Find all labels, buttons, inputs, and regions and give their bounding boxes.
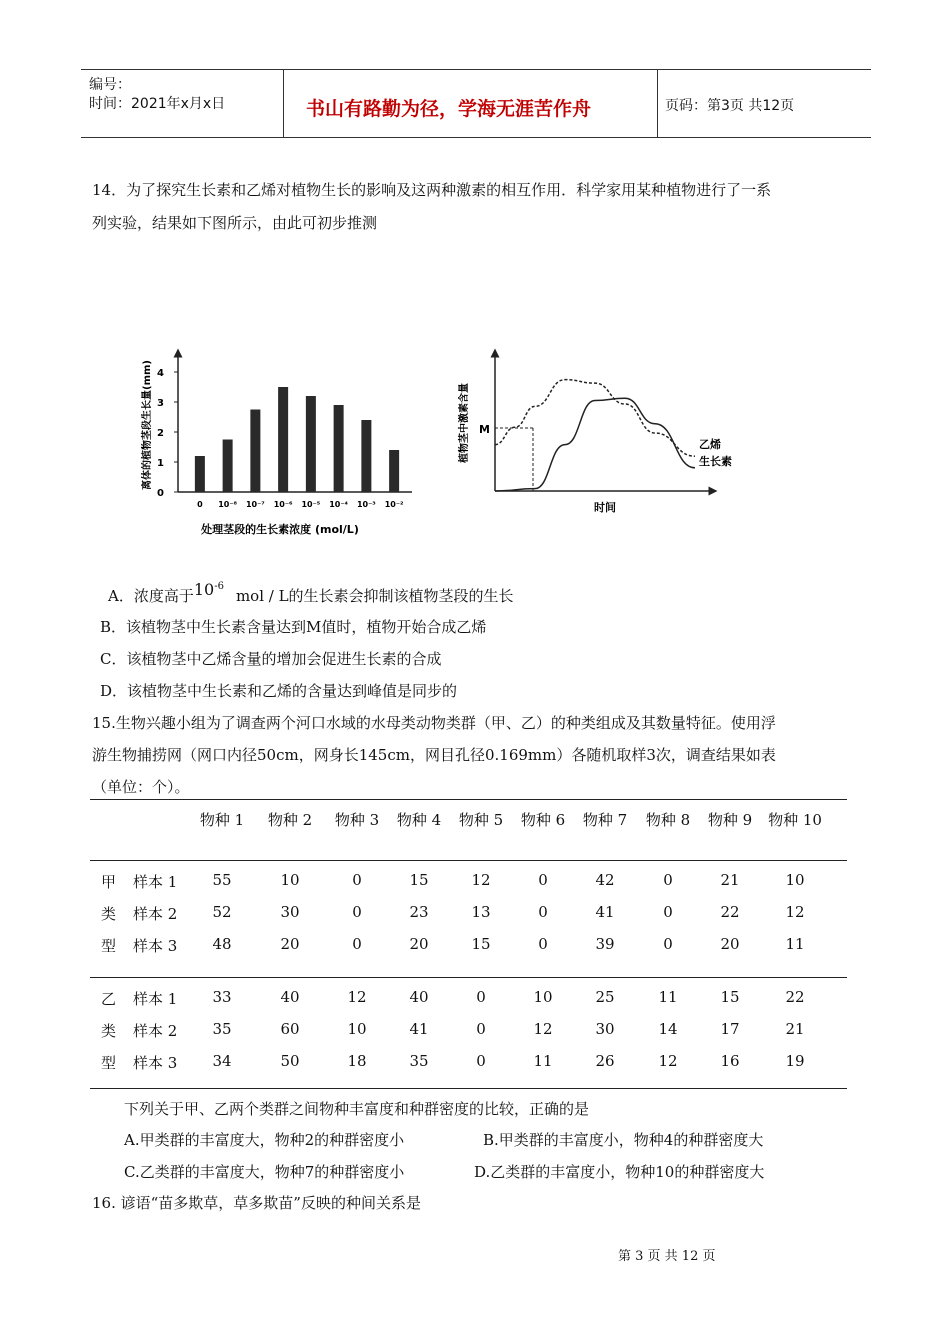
- table-cell: 0: [663, 871, 673, 889]
- table-top-rule: [90, 799, 847, 800]
- q15-line1: 15.生物兴趣小组为了调查两个河口水域的水母类动物类群（甲、乙）的种类组成及其数量特征。使用浮: [92, 714, 776, 732]
- line-chart: [455, 345, 755, 520]
- header-motto: 书山有路勤为径，学海无涯苦作舟: [306, 98, 592, 120]
- bar-chart-x-label: 处理茎段的生长素浓度 (mol/L): [201, 523, 359, 536]
- table-cell: 11: [658, 988, 678, 1006]
- line-chart-series-label: 乙烯: [699, 438, 721, 451]
- table-cell: 40: [280, 988, 300, 1006]
- table-group-label: 型: [101, 1054, 117, 1072]
- table-header-cell: 物种 3: [334, 811, 380, 829]
- q14-line1: 14．为了探究生长素和乙烯对植物生长的影响及这两种激素的相互作用．科学家用某种植物进行了一系: [92, 181, 772, 199]
- bar-chart-bar: [389, 450, 399, 492]
- q14-option-a-post: mol / L的生长素会抑制该植物茎段的生长: [235, 587, 514, 605]
- q14-option-b: B．该植物茎中生长素含量达到M值时，植物开始合成乙烯: [100, 618, 487, 636]
- table-cell: 11: [533, 1052, 553, 1070]
- table-cell: 0: [476, 1052, 486, 1070]
- table-cell: 15: [409, 871, 429, 889]
- bar-chart-x-tick-label: 10⁻⁷: [245, 500, 265, 509]
- table-cell: 33: [212, 988, 232, 1006]
- bar-chart-bar: [195, 456, 205, 492]
- table-cell: 35: [409, 1052, 429, 1070]
- table-cell: 17: [720, 1020, 740, 1038]
- page-header: [81, 69, 871, 138]
- table-header-cell: 物种 4: [396, 811, 442, 829]
- table-cell: 21: [720, 871, 740, 889]
- table-cell: 10: [785, 871, 805, 889]
- bar-chart-x-tick-label: 10⁻³: [356, 500, 376, 509]
- table-cell: 40: [409, 988, 429, 1006]
- table-cell: 41: [409, 1020, 429, 1038]
- table-cell: 20: [409, 935, 429, 953]
- table-cell: 21: [785, 1020, 805, 1038]
- table-cell: 60: [280, 1020, 300, 1038]
- q15-option-c: C.乙类群的丰富度大，物种7的种群密度小: [124, 1163, 405, 1181]
- table-cell: 0: [663, 903, 673, 921]
- table-group-label: 甲: [101, 873, 117, 891]
- table-header-rule: [90, 860, 847, 861]
- table-header-cell: 物种 9: [707, 811, 753, 829]
- q14-option-d: D．该植物茎中生长素和乙烯的含量达到峰值是同步的: [100, 682, 458, 700]
- bar-chart-bar: [250, 410, 260, 493]
- table-cell: 0: [352, 871, 362, 889]
- line-chart-x-label: 时间: [594, 501, 616, 514]
- q15-option-b: B.甲类群的丰富度小，物种4的种群密度大: [483, 1131, 764, 1149]
- line-chart-series-2: [495, 380, 695, 457]
- table-sample-label: 样本 3: [133, 1054, 178, 1072]
- table-cell: 19: [785, 1052, 805, 1070]
- table-header-cell: 物种 7: [582, 811, 628, 829]
- table-cell: 10: [533, 988, 553, 1006]
- header-page-label: 页码：第3页 共12页: [665, 98, 795, 114]
- table-cell: 15: [471, 935, 491, 953]
- table-cell: 52: [212, 903, 232, 921]
- q15-option-d: D.乙类群的丰富度小，物种10的种群密度大: [474, 1163, 765, 1181]
- header-time-label: 时间：2021年x月x日: [89, 96, 226, 112]
- table-group-label: 型: [101, 937, 117, 955]
- table-cell: 0: [663, 935, 673, 953]
- q14-option-c: C．该植物茎中乙烯含量的增加会促进生长素的合成: [100, 650, 442, 668]
- table-sample-label: 样本 3: [133, 937, 178, 955]
- table-cell: 20: [280, 935, 300, 953]
- q16-line1: 16. 谚语“苗多欺草，草多欺苗”反映的种间关系是: [92, 1194, 421, 1212]
- q14-option-a: [108, 580, 514, 609]
- q14-option-a-exp: -6: [214, 581, 224, 592]
- q14-line2: 列实验，结果如下图所示，由此可初步推测: [92, 214, 378, 232]
- table-cell: 0: [538, 935, 548, 953]
- bar-chart-bar: [223, 440, 233, 493]
- table-cell: 14: [658, 1020, 678, 1038]
- line-chart-y-label: 植物茎中激素含量: [459, 383, 470, 463]
- table-cell: 0: [476, 988, 486, 1006]
- table-cell: 11: [785, 935, 805, 953]
- table-group-label: 类: [101, 905, 117, 923]
- table-cell: 34: [212, 1052, 232, 1070]
- table-header-cell: 物种 1: [199, 811, 245, 829]
- q14-option-a-pre: A．浓度高于: [108, 587, 194, 605]
- bar-chart-x-tick-label: 10⁻⁴: [329, 500, 349, 509]
- table-cell: 0: [476, 1020, 486, 1038]
- table-sample-label: 样本 2: [133, 1022, 178, 1040]
- page-footer: 第 3 页 共 12 页: [618, 1249, 716, 1264]
- line-chart-series-label: 生长素: [699, 455, 732, 468]
- table-cell: 30: [595, 1020, 615, 1038]
- table-cell: 0: [538, 903, 548, 921]
- table-cell: 0: [352, 935, 362, 953]
- bar-chart-bar: [334, 405, 344, 492]
- bar-chart-x-tick-label: 10⁻⁵: [301, 500, 321, 509]
- table-cell: 15: [720, 988, 740, 1006]
- line-chart-series-1: [495, 398, 695, 491]
- table-group-label: 乙: [101, 990, 117, 1008]
- table-cell: 10: [347, 1020, 367, 1038]
- header-id-label: 编号：: [89, 77, 131, 93]
- line-chart-m-label: M: [479, 423, 490, 436]
- table-cell: 42: [595, 871, 615, 889]
- table-group-rule: [90, 977, 847, 978]
- table-header-cell: 物种 8: [645, 811, 691, 829]
- table-cell: 16: [720, 1052, 740, 1070]
- table-cell: 12: [785, 903, 805, 921]
- q14-option-a-base: 10: [193, 580, 215, 599]
- table-cell: 22: [720, 903, 740, 921]
- bar-chart-bar: [361, 420, 371, 492]
- table-header-cell: 物种 2: [267, 811, 313, 829]
- bar-chart-y-tick-label: 0: [157, 488, 164, 499]
- table-cell: 30: [280, 903, 300, 921]
- table-group-label: 类: [101, 1022, 117, 1040]
- table-cell: 35: [212, 1020, 232, 1038]
- table-cell: 12: [347, 988, 367, 1006]
- table-cell: 20: [720, 935, 740, 953]
- table-cell: 22: [785, 988, 805, 1006]
- bar-chart-y-label: 离体的植物茎段生长量(mm): [142, 360, 153, 490]
- table-cell: 0: [352, 903, 362, 921]
- table-cell: 41: [595, 903, 615, 921]
- table-sample-label: 样本 1: [133, 873, 178, 891]
- table-cell: 12: [471, 871, 491, 889]
- table-header-cell: 物种 10: [768, 811, 822, 829]
- bar-chart-y-tick-label: 3: [157, 398, 164, 409]
- bar-chart-bar: [306, 396, 316, 492]
- bar-chart-x-tick-label: 10⁻²: [384, 500, 404, 509]
- table-header-cell: 物种 5: [458, 811, 504, 829]
- table-cell: 39: [595, 935, 615, 953]
- bar-chart-y-tick-label: 1: [157, 458, 164, 469]
- table-cell: 13: [471, 903, 491, 921]
- table-cell: 26: [595, 1052, 615, 1070]
- bar-chart-x-tick-label: 0: [197, 500, 203, 509]
- table-cell: 55: [212, 871, 232, 889]
- bar-chart-y-tick-label: 4: [157, 368, 164, 379]
- table-cell: 0: [538, 871, 548, 889]
- bar-chart-x-tick-label: 10⁻⁸: [218, 500, 238, 509]
- q15-question: 下列关于甲、乙两个类群之间物种丰富度和种群密度的比较，正确的是: [124, 1100, 590, 1118]
- table-bottom-rule: [90, 1088, 847, 1089]
- table-cell: 10: [280, 871, 300, 889]
- header-divider: [283, 70, 284, 137]
- q15-line3: （单位：个）。: [92, 778, 190, 796]
- bar-chart-bar: [278, 387, 288, 492]
- table-cell: 12: [533, 1020, 553, 1038]
- q15-line2: 游生物捕捞网（网口内径50cm，网身长145cm，网目孔径0.169mm）各随机取样3次，调查结果如表: [92, 746, 776, 764]
- table-cell: 18: [347, 1052, 367, 1070]
- table-cell: 48: [212, 935, 232, 953]
- bar-chart: [130, 345, 420, 550]
- bar-chart-y-tick-label: 2: [157, 428, 164, 439]
- table-cell: 25: [595, 988, 615, 1006]
- table-cell: 50: [280, 1052, 300, 1070]
- bar-chart-x-tick-label: 10⁻⁶: [273, 500, 293, 509]
- table-cell: 23: [409, 903, 429, 921]
- table-header-cell: 物种 6: [520, 811, 566, 829]
- table-sample-label: 样本 2: [133, 905, 178, 923]
- table-cell: 12: [658, 1052, 678, 1070]
- q15-option-a: A.甲类群的丰富度大，物种2的种群密度小: [124, 1131, 405, 1149]
- header-divider: [657, 70, 658, 137]
- table-sample-label: 样本 1: [133, 990, 178, 1008]
